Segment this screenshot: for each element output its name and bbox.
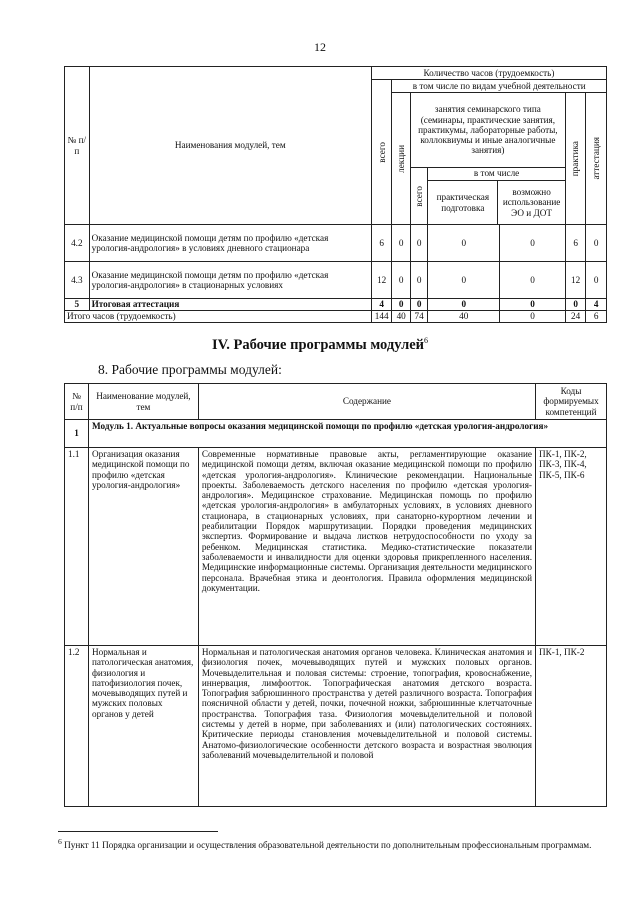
header-num: № п/п <box>65 67 90 225</box>
row-attestation: 0 <box>586 262 607 299</box>
table-row <box>65 225 607 262</box>
programs-header-content: Содержание <box>198 384 535 420</box>
row-num: 4.3 <box>65 262 90 299</box>
topic-num: 1.1 <box>65 448 89 646</box>
header-practical: практическая подготовка <box>428 181 498 224</box>
row-lectures: 0 <box>392 299 410 311</box>
topic-content: Современные нормативные правовые акты, регламентирующие оказание медицинской помощи детям, включая оказание медицинской помощи по профилю «детская урология-андрология». Клинические рекомендации. Национальные проекты. Заболеваемость детского населения по профилю «детская урология-андрология». Медицинское страхование. Медицинская помощь по профилю «детская урология-андрология» в амбулаторных условиях, в условиях дневного стационара, в стационарных условиях, при санаторно-курортном лечении и реабилитации Порядок маршрутизации. Порядки проведения медицинских экспертиз. Формирование и выдача листков нетрудоспособности по уходу за ребенком. Медицинская статистика. Медико-статистические показатели заболеваемости и инвалидности для оценки здоровья прикрепленного населения. Медицинские информационные системы. Организация деятельности медицинского персонала. Врачебная этика и деонтология. Правила оформления медицинской документации. <box>198 448 535 646</box>
topic-content: Нормальная и патологическая анатомия органов человека. Клиническая анатомия и физиология почек, мочевыводящих путей и мужских половых органов. Мочевыделительная и половая системы: строение, топография, кровоснабжение, иннервация, лимфоотток. Топографическая анатомия детского возраста. Топография забрюшинного пространства у детей различного возраста. Топография поясничной области у детей, почки, почечной ножки, забрюшинные клетчаточные пространства. Топография таза. Физиология мочевыделительной и половой системы у детей в норме, при заболеваниях и (или) патологических состояниях. Критические периоды становления мочевыделительной и половой системы. Анатомо-физиологические особенности детского возраста и возрастная эволюция заболеваний мочевыделительной и половой <box>198 646 535 807</box>
programs-table <box>64 383 607 807</box>
hours-table <box>64 66 607 323</box>
row-attestation: 4 <box>586 299 607 311</box>
total-sem-total: 74 <box>410 311 427 323</box>
row-practice: 0 <box>565 299 586 311</box>
total-practical: 40 <box>428 311 500 323</box>
footnote-text: Пункт 11 Порядка организации и осуществления образовательной деятельности по дополнительным профессиональным программам. <box>64 840 592 851</box>
topic-codes: ПК-1, ПК-2, ПК-3, ПК-4, ПК-5, ПК-6 <box>536 448 607 646</box>
row-practice: 6 <box>565 225 586 262</box>
topic-name: Организация оказания медицинской помощи по профилю «детская урология-андрология» <box>88 448 198 646</box>
module-title: Модуль 1. Актуальные вопросы оказания медицинской помощи по профилю «детская урология-андрология» <box>88 420 606 448</box>
total-total: 144 <box>371 311 392 323</box>
row-sem-total: 0 <box>410 299 427 311</box>
row-num: 5 <box>65 299 90 311</box>
row-name: Оказание медицинской помощи детям по профилю «детская урология-андрология» в условиях дневного стационара <box>89 225 371 262</box>
total-label: Итого часов (трудоемкость) <box>65 311 372 323</box>
row-lectures: 0 <box>392 262 410 299</box>
footnote <box>58 837 608 852</box>
row-practical: 0 <box>428 225 500 262</box>
page-number: 12 <box>314 40 326 54</box>
header-practice: практика <box>570 140 581 177</box>
row-sem-total: 0 <box>410 225 427 262</box>
table-row <box>65 448 607 646</box>
total-lectures: 40 <box>392 311 410 323</box>
total-attestation: 6 <box>586 311 607 323</box>
header-lectures: лекции <box>396 144 406 173</box>
total-eo: 0 <box>500 311 566 323</box>
row-name: Оказание медицинской помощи детям по профилю «детская урология-андрология» в стационарных условиях <box>89 262 371 299</box>
row-sem-total: 0 <box>410 262 427 299</box>
row-eo: 0 <box>500 225 566 262</box>
row-total: 4 <box>371 299 392 311</box>
row-lectures: 0 <box>392 225 410 262</box>
table-row <box>65 262 607 299</box>
row-total: 12 <box>371 262 392 299</box>
total-practice: 24 <box>565 311 586 323</box>
header-activity-types: в том числе по видам учебной деятельности <box>392 80 607 93</box>
row-eo: 0 <box>500 299 566 311</box>
header-hours-group: Количество часов (трудоемкость) <box>371 67 606 80</box>
footnote-mark: 6 <box>58 837 62 846</box>
topic-name: Нормальная и патологическая анатомия, физиология и патофизиология почек, мочевыводящих путей и мужских половых органов у детей <box>88 646 198 807</box>
header-seminar-total: всего <box>413 185 424 207</box>
footnote-divider <box>58 831 218 832</box>
row-practical: 0 <box>428 299 500 311</box>
topic-codes: ПК-1, ПК-2 <box>536 646 607 807</box>
header-eo-dot: возможно использование ЭО и ДОТ <box>502 187 561 218</box>
subsection-title: 8. Рабочие программы модулей: <box>98 362 282 377</box>
module-num: 1 <box>65 420 89 448</box>
row-eo: 0 <box>500 262 566 299</box>
table-row <box>65 646 607 807</box>
programs-header-num: № п/п <box>65 384 89 420</box>
topic-num: 1.2 <box>65 646 89 807</box>
row-num: 4.2 <box>65 225 90 262</box>
section-title: IV. Рабочие программы модулей$^6$ <box>211 336 429 353</box>
row-total: 6 <box>371 225 392 262</box>
header-total: всего <box>376 141 387 163</box>
table-row <box>65 299 607 311</box>
row-attestation: 0 <box>586 225 607 262</box>
header-seminar: занятия семинарского типа (семинары, практические занятия, практикумы, лабораторные работы, коллоквиумы и иные аналогичные занятия) <box>410 93 565 168</box>
total-row <box>65 311 607 323</box>
row-name: Итоговая аттестация <box>89 299 371 311</box>
footnote-ref: 6 <box>424 336 429 345</box>
header-including: в том числе <box>428 168 565 181</box>
header-attestation: аттестация <box>591 137 602 180</box>
row-practice: 12 <box>565 262 586 299</box>
programs-header-name: Наименование модулей, тем <box>88 384 198 420</box>
header-name: Наименования модулей, тем <box>89 67 371 225</box>
programs-header-codes: Коды формируемых компетенций <box>536 384 607 420</box>
row-practical: 0 <box>428 262 500 299</box>
